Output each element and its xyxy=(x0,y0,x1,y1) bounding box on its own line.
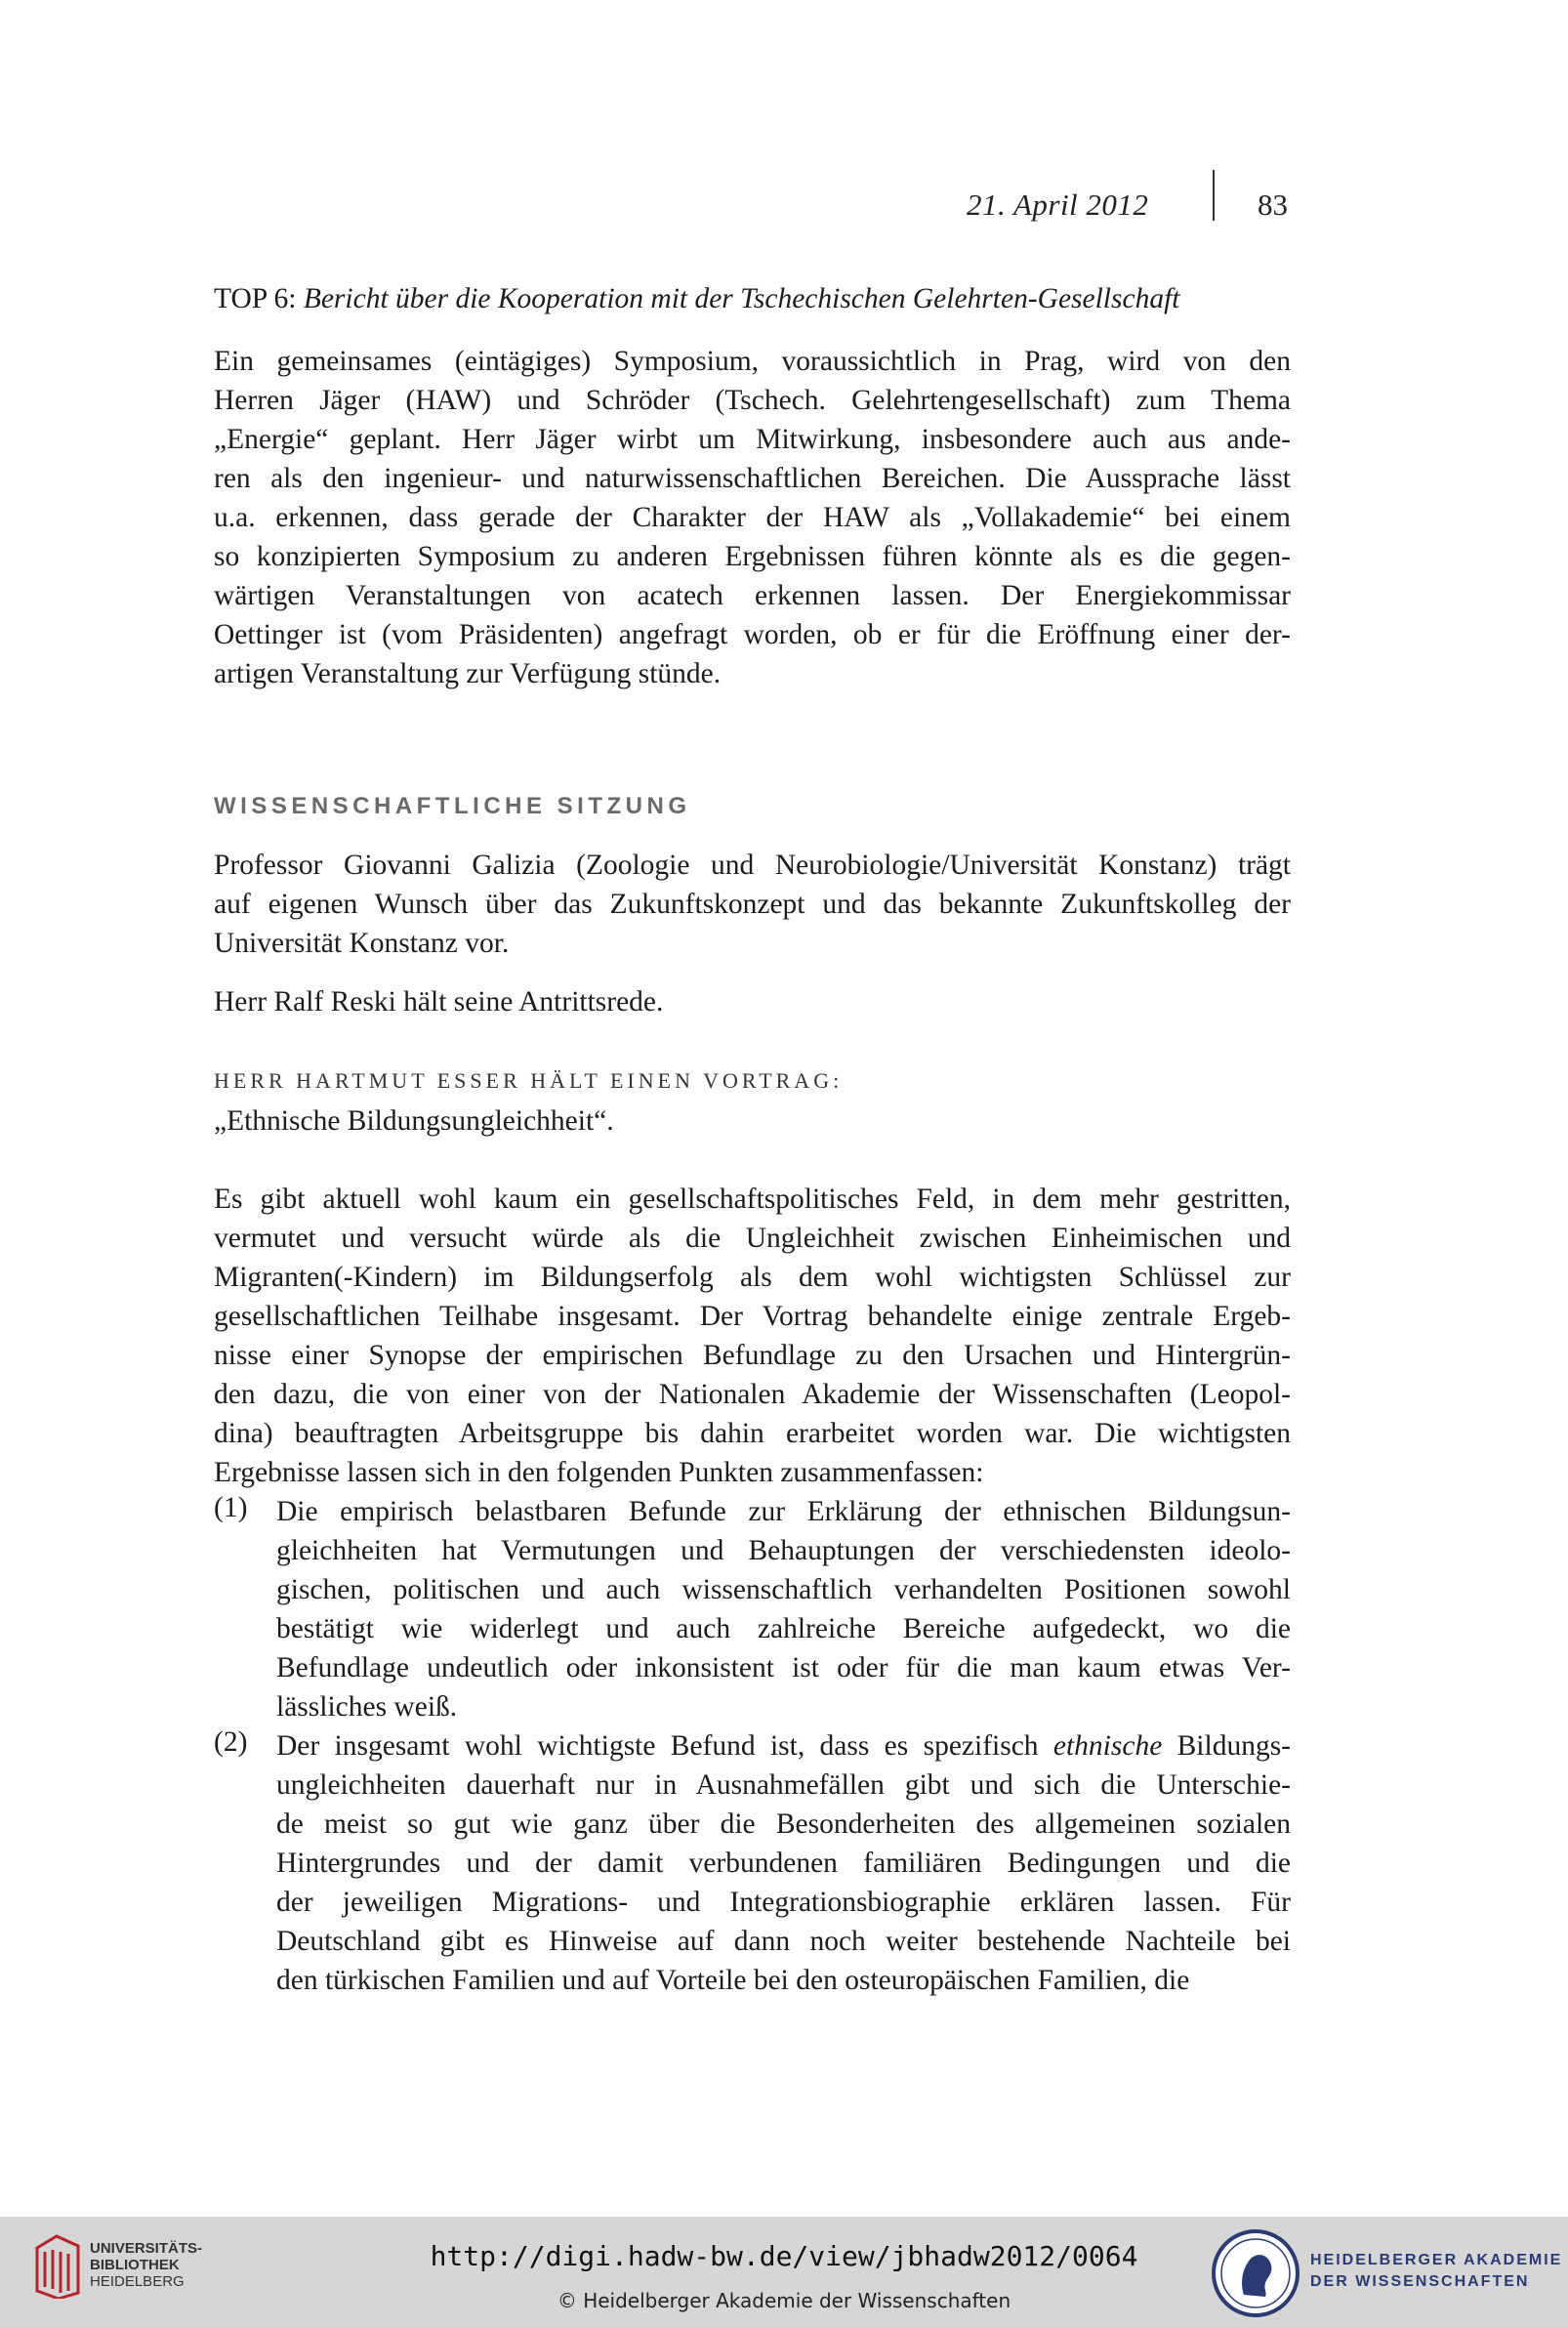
list-item-line: bestätigt wie widerlegt und auch zahlreiche Bereiche aufgedeckt, wo die xyxy=(276,1613,1291,1644)
academy-name-line: DER WISSENSCHAFTEN xyxy=(1310,2273,1530,2290)
agenda-item-title: Bericht über die Kooperation mit der Tschechischen Gelehrten-Gesellschaft xyxy=(303,283,1180,314)
library-name-line: BIBLIOTHEK xyxy=(90,2257,180,2273)
paragraph-line: ren als den ingenieur- und naturwissenschaftlichen Bereichen. Die Aussprache lässt xyxy=(214,463,1291,494)
list-item xyxy=(276,1492,1291,1726)
section-paragraph xyxy=(214,846,1291,963)
paragraph-line: Herr Ralf Reski hält seine Antrittsrede. xyxy=(214,986,664,1018)
header-divider xyxy=(1213,170,1215,221)
agenda-item-label: TOP 6: xyxy=(214,283,304,314)
viewer-footer xyxy=(0,2217,1568,2327)
page-number: 83 xyxy=(1258,187,1288,222)
permalink[interactable]: http://digi.hadw-bw.de/view/jbhadw2012/0064 xyxy=(430,2240,1138,2272)
list-item-number: (1) xyxy=(214,1492,248,1523)
academy-seal-icon xyxy=(1211,2228,1300,2318)
list-item-number: (2) xyxy=(214,1726,248,1758)
paragraph-line: Ein gemeinsames (eintägiges) Symposium, voraussichtlich in Prag, wird von den xyxy=(214,346,1291,377)
paragraph-line: gesellschaftlichen Teilhabe insgesamt. Der Vortrag behandelte einige zentrale Ergeb- xyxy=(214,1301,1291,1332)
academy-name xyxy=(1310,2250,1562,2293)
paragraph-line: nisse einer Synopse der empirischen Befundlage zu den Ursachen und Hintergrün- xyxy=(214,1340,1291,1371)
section-heading: WISSENSCHAFTLICHE SITZUNG xyxy=(214,793,691,819)
list-item-line: der jeweiligen Migrations- und Integrationsbiographie erklären lassen. Für xyxy=(276,1887,1291,1918)
list-item-line: lässliches weiß. xyxy=(276,1691,458,1723)
list-item-line xyxy=(276,1726,1291,1766)
paragraph-line: Ergebnisse lassen sich in den folgenden Punkten zusammenfassen: xyxy=(214,1457,984,1488)
emphasis-text: ethnische xyxy=(1052,1730,1163,1762)
agenda-item-paragraph xyxy=(214,342,1291,693)
copyright-notice: © Heidelberger Akademie der Wissenschaften xyxy=(557,2289,1011,2312)
academy-name-line: HEIDELBERGER AKADEMIE xyxy=(1310,2252,1563,2268)
list-item-line: de meist so gut wie ganz über die Besonderheiten des allgemeinen sozialen xyxy=(276,1808,1291,1840)
list-item-line: Die empirisch belastbaren Befunde zur Erklärung der ethnischen Bildungsun- xyxy=(276,1496,1291,1527)
paragraph-line: Herren Jäger (HAW) und Schröder (Tschech. Gelehrtengesellschaft) zum Thema xyxy=(214,385,1291,416)
paragraph-line: artigen Veranstaltung zur Verfügung stünde. xyxy=(214,658,722,689)
list-item-line: gischen, politischen und auch wissenschaftlich verhandelten Positionen sowohl xyxy=(276,1574,1291,1605)
paragraph-line: dina) beauftragten Arbeitsgruppe bis dahin erarbeitet worden war. Die wichtigsten xyxy=(214,1418,1291,1449)
paragraph-line: „Energie“ geplant. Herr Jäger wirbt um Mitwirkung, insbesondere auch aus ande- xyxy=(214,424,1291,455)
list-item-line: ungleichheiten dauerhaft nur in Ausnahmefällen gibt und sich die Unterschie- xyxy=(276,1769,1291,1801)
paragraph-line: so konzipierten Symposium zu anderen Ergebnissen führen könnte als es die gegen- xyxy=(214,541,1291,572)
line-text: Bildungs- xyxy=(1162,1730,1292,1762)
library-name-line: HEIDELBERG xyxy=(90,2273,185,2290)
paragraph-line: u.a. erkennen, dass gerade der Charakter der HAW als „Vollakademie“ bei einem xyxy=(214,502,1291,533)
paragraph-line: Universität Konstanz vor. xyxy=(214,928,510,959)
list-item-line: Deutschland gibt es Hinweise auf dann noch weiter bestehende Nachteile bei xyxy=(276,1926,1291,1957)
library-name-line: UNIVERSITÄTS- xyxy=(90,2240,203,2257)
paragraph-line: Oettinger ist (vom Präsidenten) angefragt worden, ob er für die Eröffnung einer der- xyxy=(214,619,1291,650)
paragraph-line: Professor Giovanni Galizia (Zoologie und Neurobiologie/Universität Konstanz) trägt xyxy=(214,850,1291,881)
lecture-paragraph xyxy=(214,1180,1291,1492)
paragraph-line: auf eigenen Wunsch über das Zukunftskonzept und das bekannte Zukunftskolleg der xyxy=(214,889,1291,920)
list-item-line: Befundlage undeutlich oder inkonsistent ist oder für die man kaum etwas Ver- xyxy=(276,1652,1291,1683)
section-paragraph xyxy=(214,982,1291,1021)
paragraph-line: Es gibt aktuell wohl kaum ein gesellschaftspolitisches Feld, in dem mehr gestritten, xyxy=(214,1184,1291,1215)
paragraph-line: den dazu, die von einer von der Nationalen Akademie der Wissenschaften (Leopol- xyxy=(214,1379,1291,1410)
lecture-title xyxy=(214,1101,1291,1141)
list-item xyxy=(276,1726,1291,2000)
agenda-item-heading xyxy=(214,283,1179,315)
paragraph-line: wärtigen Veranstaltungen von acatech erkennen lassen. Der Energiekommissar xyxy=(214,580,1291,611)
paragraph-line: Migranten(-Kindern) im Bildungserfolg als dem wohl wichtigsten Schlüssel zur xyxy=(214,1262,1291,1293)
lecture-title-text: „Ethnische Bildungsungleichheit“. xyxy=(214,1105,614,1137)
line-text: Der insgesamt wohl wichtigste Befund ist, dass es spezifisch xyxy=(276,1730,1053,1762)
running-header-date: 21. April 2012 xyxy=(967,187,1149,222)
paragraph-line: vermutet und versucht würde als die Ungleichheit zwischen Einheimischen und xyxy=(214,1223,1291,1254)
list-item-line: den türkischen Familien und auf Vorteile bei den osteuropäischen Familien, die xyxy=(276,1965,1190,1996)
list-item-line: Hintergrundes und der damit verbundenen familiären Bedingungen und die xyxy=(276,1848,1291,1879)
lecture-heading: HERR HARTMUT ESSER HÄLT EINEN VORTRAG: xyxy=(214,1068,844,1093)
list-item-line: gleichheiten hat Vermutungen und Behauptungen der verschiedensten ideolo- xyxy=(276,1535,1291,1566)
